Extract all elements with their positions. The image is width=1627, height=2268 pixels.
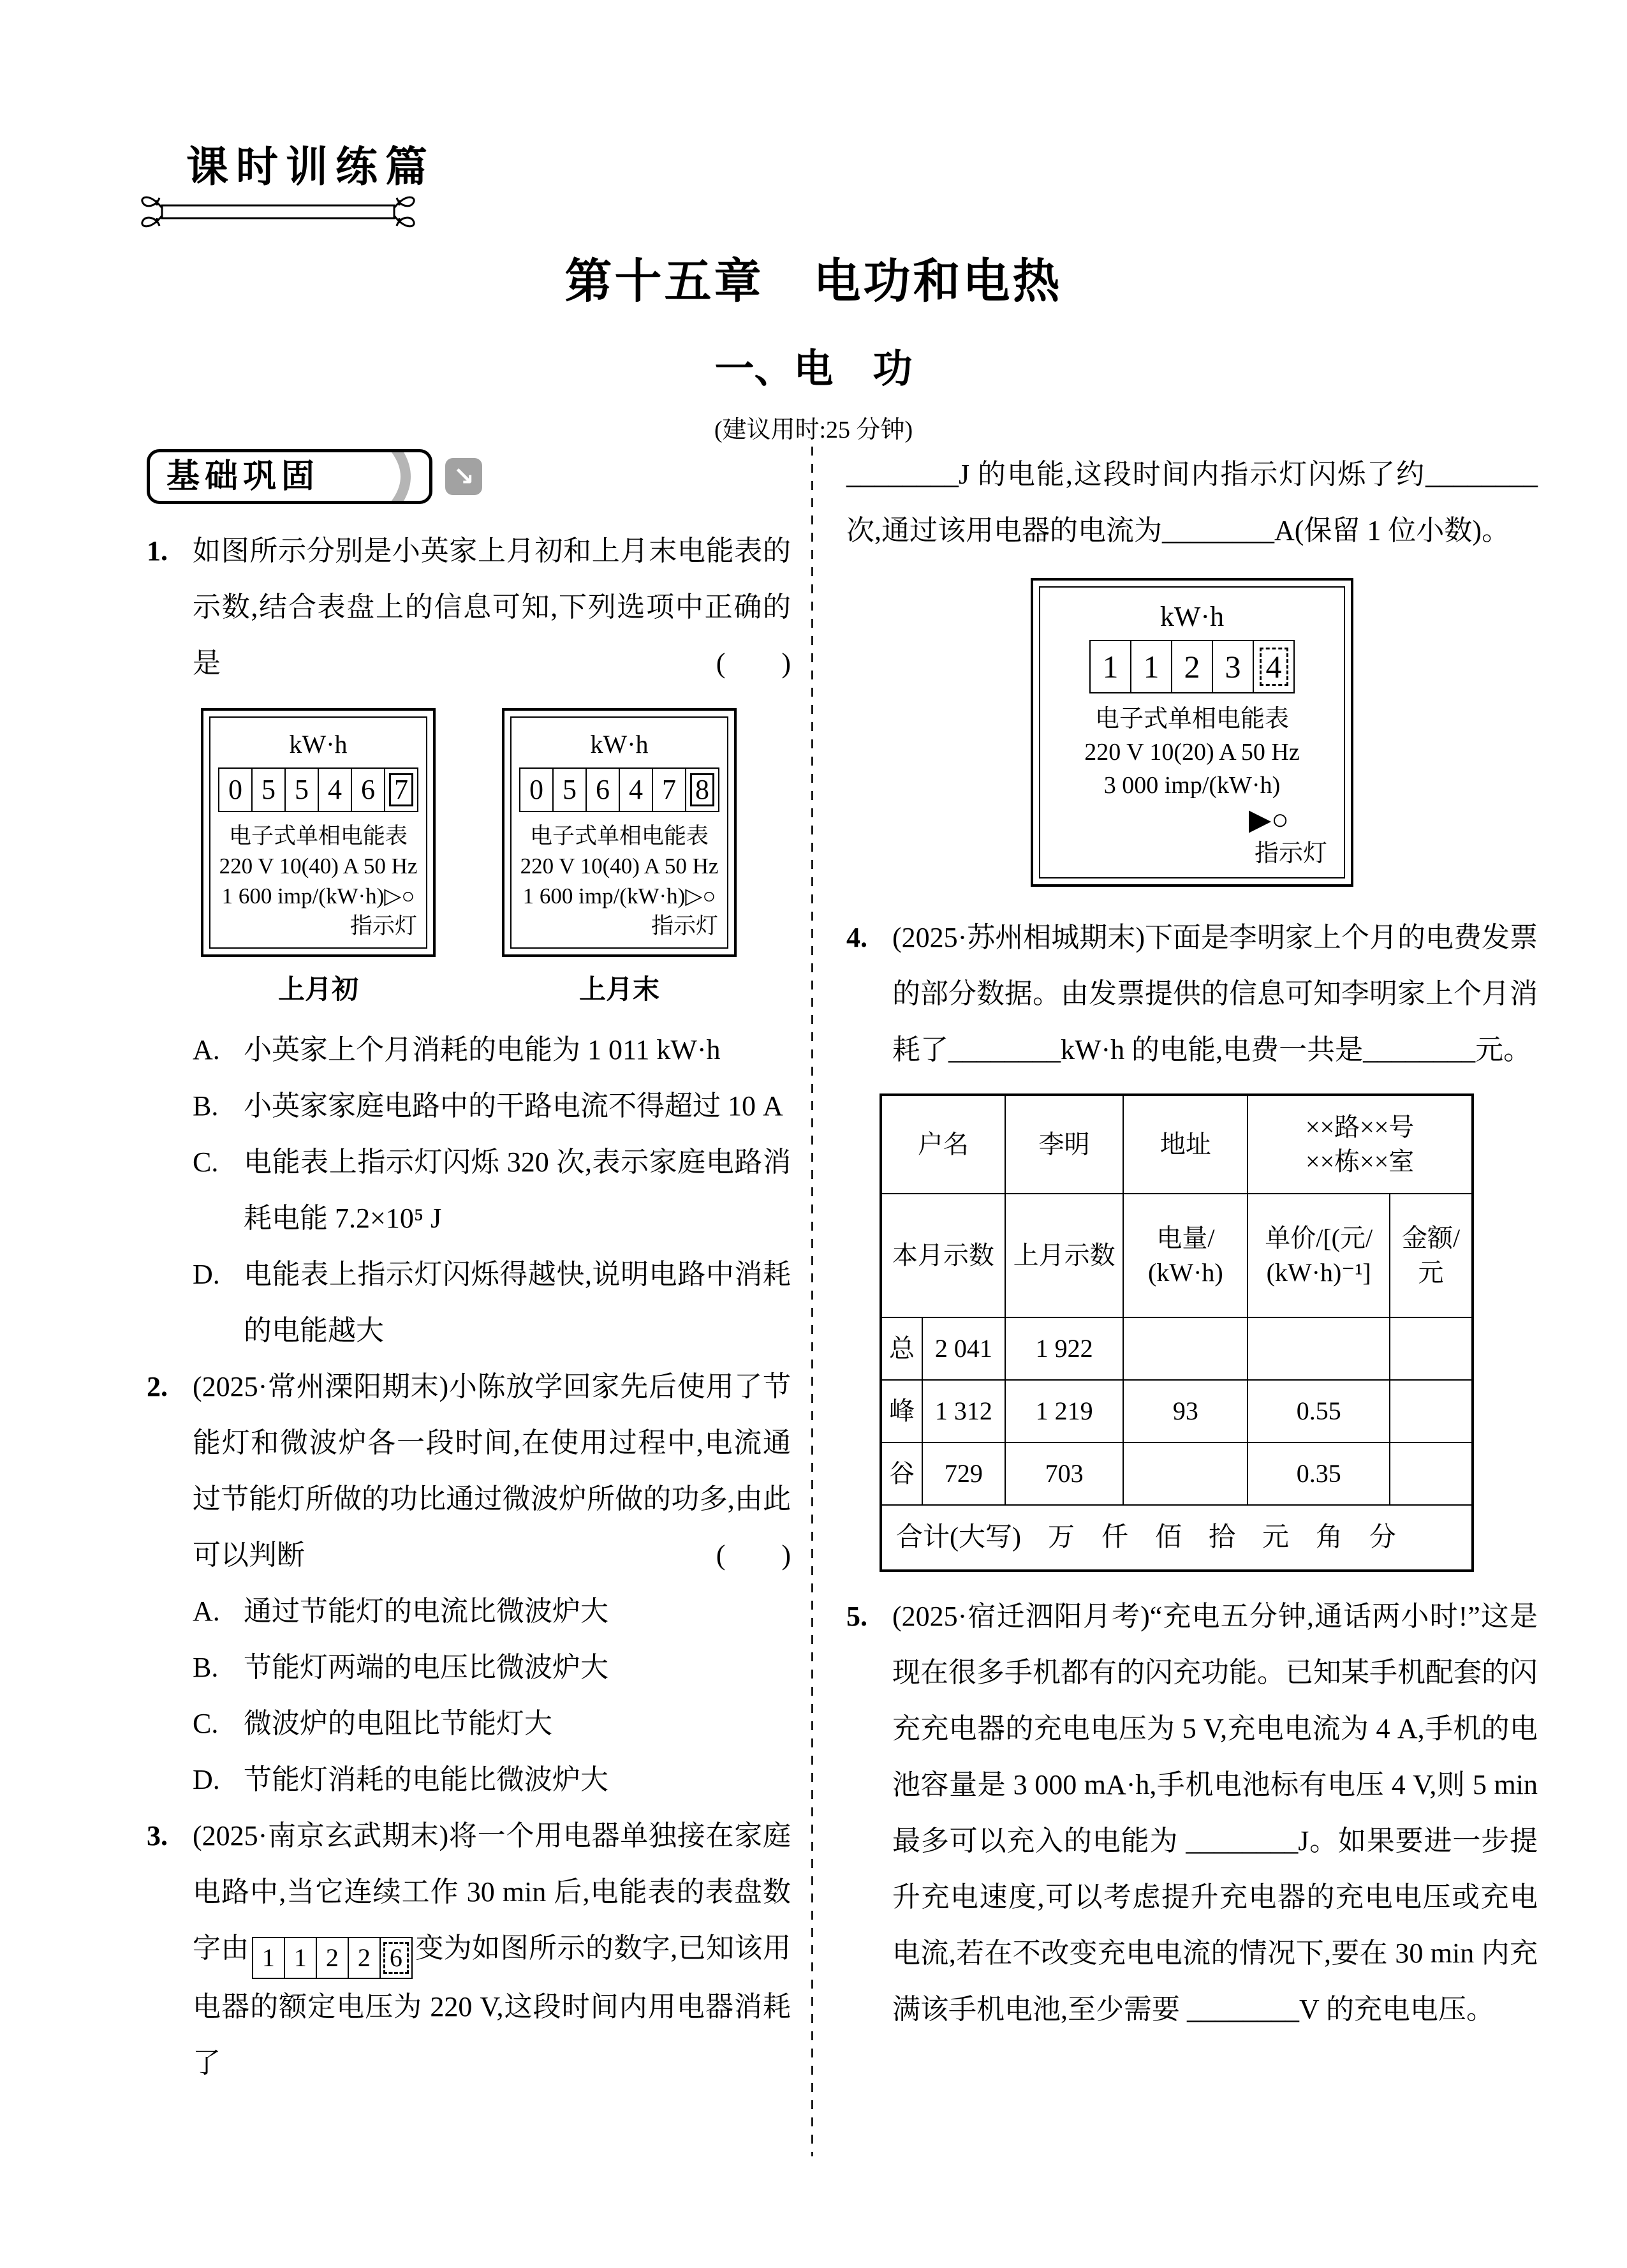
banner-title: 课时训练篇 xyxy=(186,143,435,190)
cell-value xyxy=(1390,1380,1473,1442)
digit-cell-highlight xyxy=(379,1937,413,1979)
digit-cell: 4 xyxy=(318,767,352,812)
table-row-footer xyxy=(881,1505,1473,1571)
option-c xyxy=(193,1696,791,1752)
meter-end-figure xyxy=(502,708,737,1003)
cell-address-label: 地址 xyxy=(1123,1095,1248,1194)
cell-value xyxy=(1123,1317,1248,1380)
digit-cell: 2 xyxy=(1171,640,1213,693)
meter-type-label: 电子式单相电能表 xyxy=(1094,706,1289,732)
question-text xyxy=(193,523,791,692)
section-title: 一、电 功 xyxy=(714,348,913,391)
option-text: 微波炉的电阻比节能灯大 xyxy=(244,1708,552,1739)
indicator-light-label: 指示灯 xyxy=(350,914,417,938)
cell-name-value: 李明 xyxy=(1005,1095,1124,1194)
meter-caption: 上月末 xyxy=(578,974,659,1004)
digit-cell: 5 xyxy=(552,767,587,812)
question-number: 3. xyxy=(147,1820,168,1851)
column-divider xyxy=(811,447,813,2156)
question-3-continuation: ________J 的电能,这段时间内指示灯闪烁了约________次,通过该用电器的电流为________A(保留 1 位小数)。 xyxy=(846,459,1538,546)
cell-value: 1 922 xyxy=(1005,1317,1124,1380)
meter-card xyxy=(1031,578,1353,887)
option-c xyxy=(193,1134,791,1247)
option-text: 电能表上指示灯闪烁 320 次,表示家庭电路消耗电能 7.2×10⁵ J xyxy=(244,1146,791,1234)
answer-paren: ( ) xyxy=(716,1539,791,1571)
figure-q3-meter xyxy=(846,578,1538,887)
inline-meter-digits xyxy=(252,1937,413,1979)
right-column xyxy=(846,447,1538,2038)
digit-cell: 2 xyxy=(316,1937,349,1979)
option-label: C. xyxy=(193,1146,219,1178)
digit-cell: 6 xyxy=(351,767,385,812)
option-d xyxy=(193,1752,791,1808)
table-row-peak xyxy=(881,1380,1473,1442)
question-2-options xyxy=(193,1583,791,1808)
col-header-last-month: 上月示数 xyxy=(1005,1194,1124,1317)
digit-cell: 0 xyxy=(218,767,253,812)
question-number: 1. xyxy=(147,535,168,567)
badge-label: 基础巩固 xyxy=(166,458,320,495)
question-1-options xyxy=(193,1022,791,1359)
meter-unit-label: kW·h xyxy=(289,730,348,759)
question-2 xyxy=(147,1359,791,1583)
badge-swoosh-icon xyxy=(381,449,425,504)
question-text: (2025·苏州相城期末)下面是李明家上个月的电费发票的部分数据。由发票提供的信息可知李明家上个月消耗了________kW·h 的电能,电费一共是________元。 xyxy=(892,922,1538,1065)
question-2-text: (2025·常州溧阳期末)小陈放学回家先后使用了节能灯和微波炉各一段时间,在使用过程中,电流通过节能灯所做的功比通过微波炉所做的功多,由此可以判断 xyxy=(193,1371,791,1571)
cell-value: 93 xyxy=(1123,1380,1248,1442)
figure-q1-meters xyxy=(147,708,791,1003)
option-label: B. xyxy=(193,1090,219,1122)
meter-rating-label: 220 V 10(40) A 50 Hz xyxy=(219,854,418,878)
cell-value: 729 xyxy=(922,1442,1005,1505)
option-text: 节能灯两端的电压比微波炉大 xyxy=(244,1652,608,1683)
meter-caption: 上月初 xyxy=(277,974,358,1004)
digit-cell-highlight xyxy=(685,767,719,812)
table-row-header xyxy=(881,1095,1473,1194)
highlighted-digit: 4 xyxy=(1260,648,1288,686)
indicator-light-label: 指示灯 xyxy=(651,914,718,938)
meter-imp-line: 3 000 imp/(kW·h) xyxy=(1103,772,1281,799)
meter-digit-row xyxy=(217,767,420,812)
meter-imp-line: 1 600 imp/(kW·h)▷○ xyxy=(522,884,716,908)
digit-cell: 1 xyxy=(252,1937,285,1979)
question-1 xyxy=(147,523,791,692)
option-label: A. xyxy=(193,1034,220,1065)
col-header-unit-price: 单价/[(元/ (kW·h)⁻¹] xyxy=(1248,1194,1390,1317)
question-3-text-before: (2025·南京玄武期末)将一个用电器单独接在家庭电路中,当它连续工作 30 min 后,电能表的表盘数字由 xyxy=(193,1820,791,1964)
meter-type-label: 电子式单相电能表 xyxy=(529,824,709,849)
question-text xyxy=(193,1808,791,2091)
highlighted-digit: 6 xyxy=(383,1942,409,1974)
meter-unit-label: kW·h xyxy=(1160,601,1225,632)
digit-cell: 4 xyxy=(619,767,653,812)
meter-digit-row xyxy=(1048,640,1336,693)
answer-paren: ( ) xyxy=(716,648,791,679)
question-5 xyxy=(846,1589,1538,2038)
table-row-total xyxy=(881,1317,1473,1380)
cell-value: 1 312 xyxy=(922,1380,1005,1442)
cell-value xyxy=(1123,1442,1248,1505)
option-label: D. xyxy=(193,1764,220,1795)
option-text: 电能表上指示灯闪烁得越快,说明电路中消耗的电能越大 xyxy=(244,1259,791,1346)
cell-value xyxy=(1248,1317,1390,1380)
digit-cell: 1 xyxy=(284,1937,317,1979)
indicator-light-icon: ▷○ xyxy=(685,884,716,908)
time-hint: (建议用时:25 分钟) xyxy=(714,417,913,443)
cell-name-label: 户名 xyxy=(881,1095,1005,1194)
cell-value: 1 219 xyxy=(1005,1380,1124,1442)
digit-cell: 6 xyxy=(585,767,620,812)
question-number: 2. xyxy=(147,1371,168,1402)
option-a xyxy=(193,1022,791,1078)
question-number: 5. xyxy=(846,1601,867,1632)
meter-type-label: 电子式单相电能表 xyxy=(228,824,408,849)
table-row-valley xyxy=(881,1442,1473,1505)
question-text xyxy=(193,1359,791,1583)
highlighted-digit: 8 xyxy=(690,773,714,806)
question-4 xyxy=(846,910,1538,1078)
cell-value xyxy=(1390,1442,1473,1505)
option-label: D. xyxy=(193,1259,220,1290)
row-label: 谷 xyxy=(881,1442,922,1505)
digit-cell: 3 xyxy=(1212,640,1254,693)
section-badge-row xyxy=(147,449,791,504)
meter-start-figure xyxy=(201,708,436,1003)
highlighted-digit: 7 xyxy=(389,773,413,806)
option-label: B. xyxy=(193,1652,219,1683)
indicator-light-icon: ▶○ xyxy=(1248,803,1289,836)
digit-cell: 7 xyxy=(652,767,686,812)
table-row-columns xyxy=(881,1194,1473,1317)
meter-rating-label: 220 V 10(40) A 50 Hz xyxy=(520,854,719,878)
digit-cell: 0 xyxy=(519,767,554,812)
digit-cell: 1 xyxy=(1089,640,1131,693)
option-text: 小英家上个月消耗的电能为 1 011 kW·h xyxy=(244,1034,721,1065)
option-label: C. xyxy=(193,1708,219,1739)
digit-cell: 5 xyxy=(284,767,319,812)
question-3-text-after: 变为如图所示的数字,已知该用电器的额定电压为 220 V,这段时间内用电器消耗了 xyxy=(193,1932,791,2079)
chapter-title: 第十五章 电功和电热 xyxy=(564,256,1063,308)
cell-value: 0.35 xyxy=(1248,1442,1390,1505)
option-text: 通过节能灯的电流比微波炉大 xyxy=(244,1596,608,1627)
digit-cell-highlight xyxy=(1253,640,1295,693)
cell-value: 703 xyxy=(1005,1442,1124,1505)
cell-address-value: ××路××号 ××栋××室 xyxy=(1248,1095,1473,1194)
row-label: 总 xyxy=(881,1317,922,1380)
indicator-light-label: 指示灯 xyxy=(1254,840,1327,867)
meter-unit-label: kW·h xyxy=(590,730,649,759)
meter-digit-row xyxy=(518,767,721,812)
digit-cell: 1 xyxy=(1130,640,1172,693)
question-text: (2025·宿迁泗阳月考)“充电五分钟,通话两小时!”这是现在很多手机都有的闪充功能。已知某手机配套的闪充充电器的充电电压为 5 V,充电电流为 4 A,手机的电池容量是 3 000 mA·h,手机电池标有电压 4 V,则 5 min 最多可以充入的电能为 ________J。如果要进一步提升充电速度,可以考虑提升充电器的充电电压或充电电流,若在不改变充电电流的情况下,要在 30 min 内充满该手机电池,至少需要 ________V 的充电电压。 xyxy=(892,1601,1538,2025)
content-area xyxy=(147,447,1538,2156)
row-label: 峰 xyxy=(881,1380,922,1442)
option-d xyxy=(193,1247,791,1359)
option-text: 节能灯消耗的电能比微波炉大 xyxy=(244,1764,608,1795)
option-a xyxy=(193,1583,791,1640)
meter-card xyxy=(201,708,436,957)
indicator-light-icon: ▷○ xyxy=(384,884,415,908)
left-column xyxy=(147,447,791,2091)
footer-total-label: 合计(大写) 万 仟 佰 拾 元 角 分 xyxy=(881,1505,1473,1571)
option-b xyxy=(193,1078,791,1134)
cell-value xyxy=(1390,1317,1473,1380)
question-number: 4. xyxy=(846,922,867,953)
col-header-energy: 电量/ (kW·h) xyxy=(1123,1194,1248,1317)
digit-cell: 2 xyxy=(348,1937,381,1979)
basics-badge xyxy=(147,449,432,504)
meter-imp-line: 1 600 imp/(kW·h)▷○ xyxy=(221,884,415,908)
cell-value: 0.55 xyxy=(1248,1380,1390,1442)
col-header-amount: 金额/ 元 xyxy=(1390,1194,1473,1317)
meter-card xyxy=(502,708,737,957)
digit-cell-highlight xyxy=(384,767,418,812)
digit-cell: 5 xyxy=(251,767,286,812)
meter-rating-label: 220 V 10(20) A 50 Hz xyxy=(1084,739,1300,766)
arrow-down-right-icon: ↘ xyxy=(445,458,482,495)
question-3 xyxy=(147,1808,791,2091)
option-b xyxy=(193,1640,791,1696)
option-label: A. xyxy=(193,1596,220,1627)
question-1-text: 如图所示分别是小英家上月初和上月末电能表的示数,结合表盘上的信息可知,下列选项中正确的是 xyxy=(193,535,791,679)
cell-value: 2 041 xyxy=(922,1317,1005,1380)
ribbon-icon xyxy=(138,189,418,233)
invoice-table xyxy=(880,1093,1474,1572)
option-text: 小英家家庭电路中的干路电流不得超过 10 A xyxy=(244,1090,783,1122)
col-header-this-month: 本月示数 xyxy=(881,1194,1005,1317)
